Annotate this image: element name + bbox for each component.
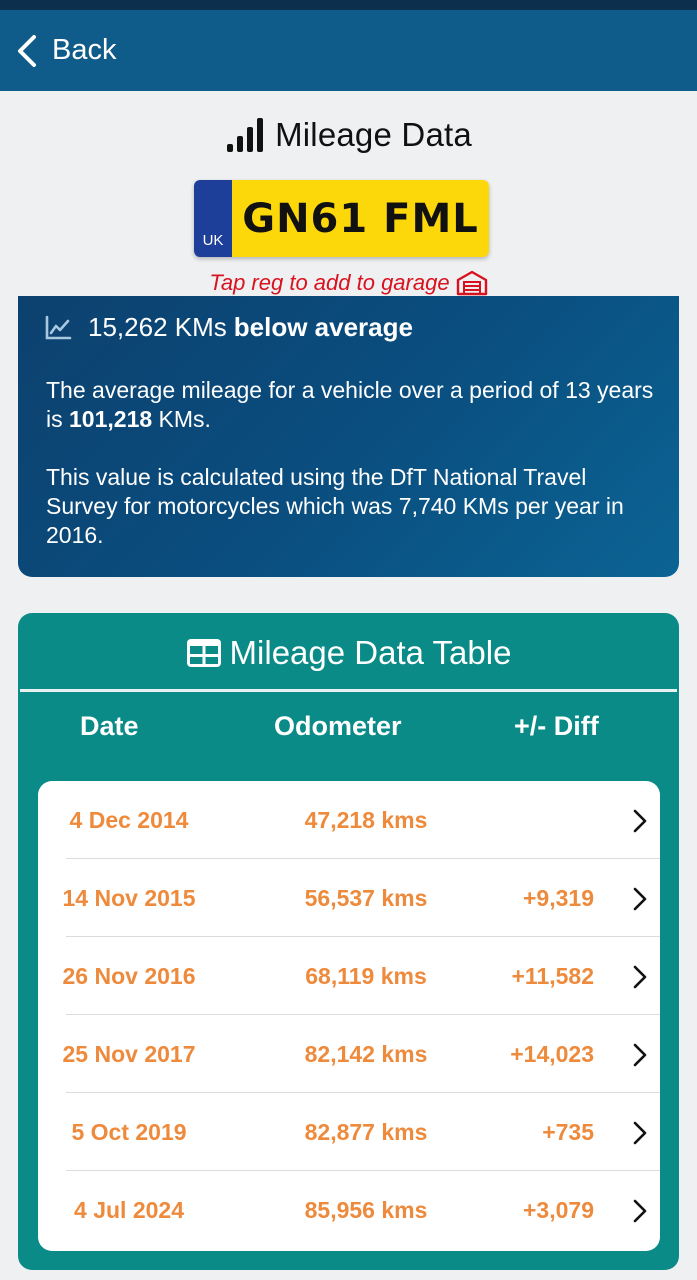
row-date: 4 Dec 2014 — [69, 807, 189, 833]
nav-bar — [0, 10, 697, 91]
table-title: Mileage Data Table — [229, 634, 512, 671]
row-diff: +735 — [542, 1119, 594, 1145]
row-date: 26 Nov 2016 — [62, 963, 196, 989]
row-diff: +11,582 — [511, 963, 594, 989]
row-odometer: 56,537 kms — [304, 885, 428, 911]
row-date: 14 Nov 2015 — [62, 885, 196, 911]
table-row[interactable] — [38, 1093, 660, 1171]
signal-bars-icon — [225, 116, 265, 154]
back-label: Back — [52, 34, 117, 66]
table-row[interactable] — [38, 1015, 660, 1093]
row-odometer: 68,119 kms — [305, 963, 427, 989]
row-odometer: 47,218 kms — [304, 807, 428, 833]
column-header-odometer: Odometer — [274, 711, 402, 741]
plate-country: UK — [202, 232, 224, 249]
table-row[interactable] — [38, 859, 660, 937]
table-icon — [186, 638, 222, 668]
summary-headline — [44, 312, 413, 343]
average-mileage-text — [46, 376, 656, 434]
calculation-note: This value is calculated using the DfT National Travel Survey for motorcycles which was 7,740 KMs per year in 2016. — [46, 464, 624, 548]
chevron-right-icon — [632, 1120, 648, 1146]
column-header-date: Date — [80, 711, 139, 741]
table-header — [18, 631, 679, 675]
chevron-right-icon — [632, 964, 648, 990]
table-row[interactable] — [38, 937, 660, 1015]
row-odometer: 85,956 kms — [304, 1197, 428, 1223]
garage-icon — [456, 270, 488, 296]
average-prefix: The average mileage for a vehicle over a period of 13 years is — [46, 377, 654, 432]
registration-plate[interactable] — [194, 180, 489, 257]
back-button[interactable] — [14, 33, 116, 69]
chevron-right-icon — [632, 886, 648, 912]
headline-status: below average — [233, 312, 413, 342]
row-odometer: 82,142 kms — [304, 1041, 428, 1067]
page-title: Mileage Data — [275, 116, 472, 153]
row-date: 4 Jul 2024 — [74, 1197, 184, 1223]
status-bar — [0, 0, 697, 10]
chevron-left-icon — [14, 33, 40, 69]
line-chart-icon — [44, 315, 72, 341]
chevron-right-icon — [632, 1042, 648, 1068]
row-diff: +3,079 — [523, 1197, 594, 1223]
row-diff: +9,319 — [523, 885, 594, 911]
average-value: 101,218 — [69, 406, 153, 432]
row-date: 25 Nov 2017 — [62, 1041, 196, 1067]
mileage-list — [38, 781, 660, 1251]
table-row[interactable] — [38, 1171, 660, 1249]
add-to-garage-text: Tap reg to add to garage — [209, 270, 450, 295]
table-row[interactable] — [38, 781, 660, 859]
page-header — [0, 112, 697, 158]
chevron-right-icon — [632, 808, 648, 834]
row-diff: +14,023 — [510, 1041, 594, 1067]
add-to-garage-hint[interactable] — [0, 268, 697, 298]
row-date: 5 Oct 2019 — [71, 1119, 187, 1145]
divider — [20, 689, 677, 692]
row-odometer: 82,877 kms — [304, 1119, 428, 1145]
mileage-table-card — [18, 613, 679, 1270]
plate-registration: GN61 FML — [232, 180, 489, 257]
column-header-diff: +/- Diff — [514, 711, 599, 741]
mileage-summary-card — [18, 296, 679, 577]
headline-value: 15,262 KMs — [88, 312, 227, 342]
chevron-right-icon — [632, 1198, 648, 1224]
plate-country-band — [194, 180, 232, 257]
average-suffix: KMs. — [158, 406, 211, 432]
